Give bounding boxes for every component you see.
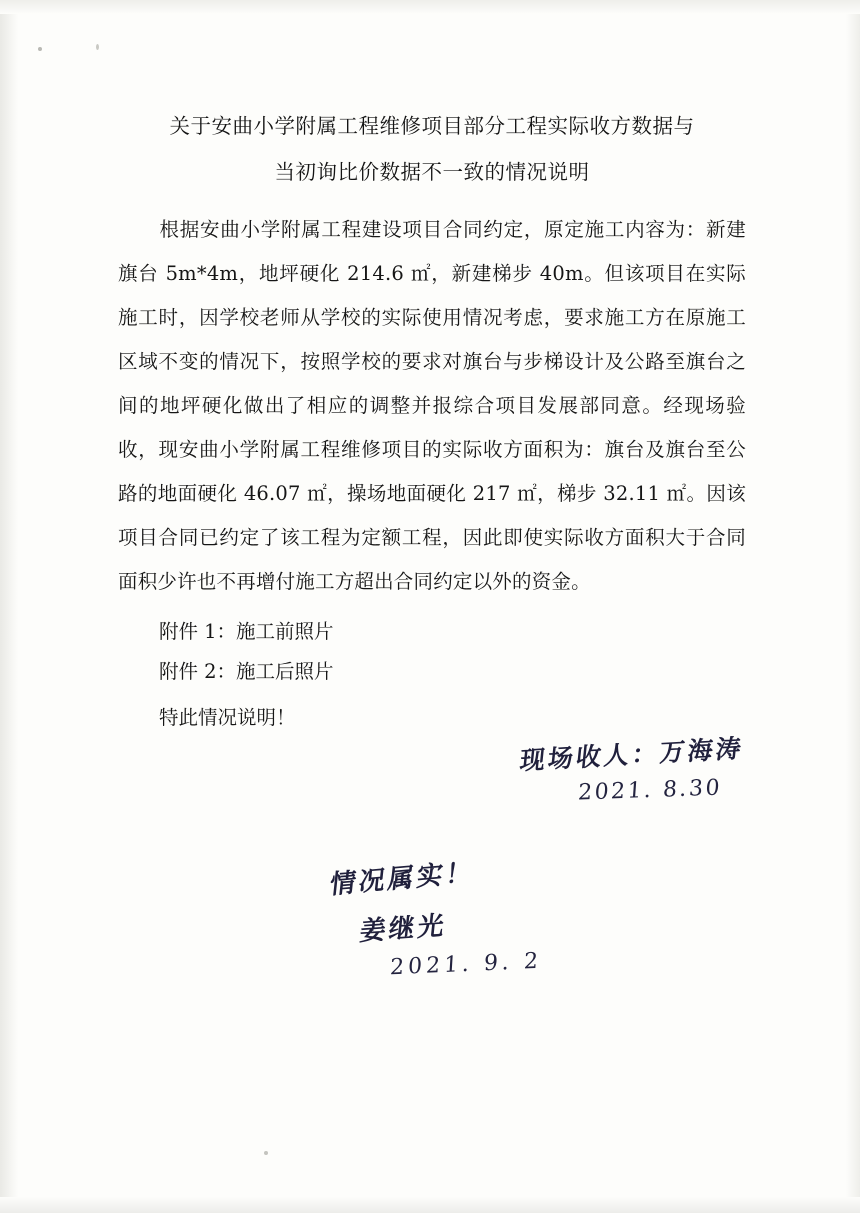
scan-edge-bottom xyxy=(0,1197,860,1213)
document-title-line-2: 当初询比价数据不一致的情况说明 xyxy=(274,160,590,184)
handwritten-approver-signature: 姜继光 xyxy=(358,910,449,948)
document-title xyxy=(118,104,746,194)
scan-edge-right xyxy=(846,0,860,1213)
scan-edge-left xyxy=(0,0,18,1213)
paragraph-text: 根据安曲小学附属工程建设项目合同约定，原定施工内容为：新建旗台 5m*4m，地坪硬化 214.6 ㎡，新建梯步 40m。但该项目在实际施工时，因学校老师从学校的实际使用情况考虑，要求施工方在原施工区域不变的情况下，按照学校的要求对旗台与步梯设计及公路至旗台之间的地坪硬化做出了相应的调整并报综合项目发展部同意。经现场验收，现安曲小学附属工程维修项目的实际收方面积为：旗台及旗台至公路的地面硬化 46.07 ㎡，操场地面硬化 217 ㎡，梯步 32.11 ㎡。因该项目合同已约定了该工程为定额工程，因此即使实际收方面积大于合同面积少许也不再增付施工方超出合同约定以外的资金。 xyxy=(118,218,746,593)
handwritten-approver-date: 2021. 9. 2 xyxy=(389,948,543,981)
closing-statement: 特此情况说明！ xyxy=(158,706,296,729)
attachment-item-2: 附件 2：施工后照片 xyxy=(158,660,334,683)
handwritten-approval-note: 情况属实！ xyxy=(328,857,477,901)
scan-speck xyxy=(96,44,99,50)
handwritten-receiver-date: 2021. 8.30 xyxy=(577,775,723,806)
document-body-paragraph xyxy=(118,208,746,604)
scan-speck xyxy=(38,47,42,51)
scan-edge-top xyxy=(0,0,860,14)
attachment-item-1: 附件 1：施工前照片 xyxy=(158,620,334,643)
document-title-line-1: 关于安曲小学附属工程维修项目部分工程实际收方数据与 xyxy=(169,114,695,138)
attachment-list xyxy=(118,612,746,692)
document-content xyxy=(118,104,746,738)
scan-speck xyxy=(264,1151,268,1155)
handwritten-receiver-signature: 现场收人：万海涛 xyxy=(518,733,746,776)
